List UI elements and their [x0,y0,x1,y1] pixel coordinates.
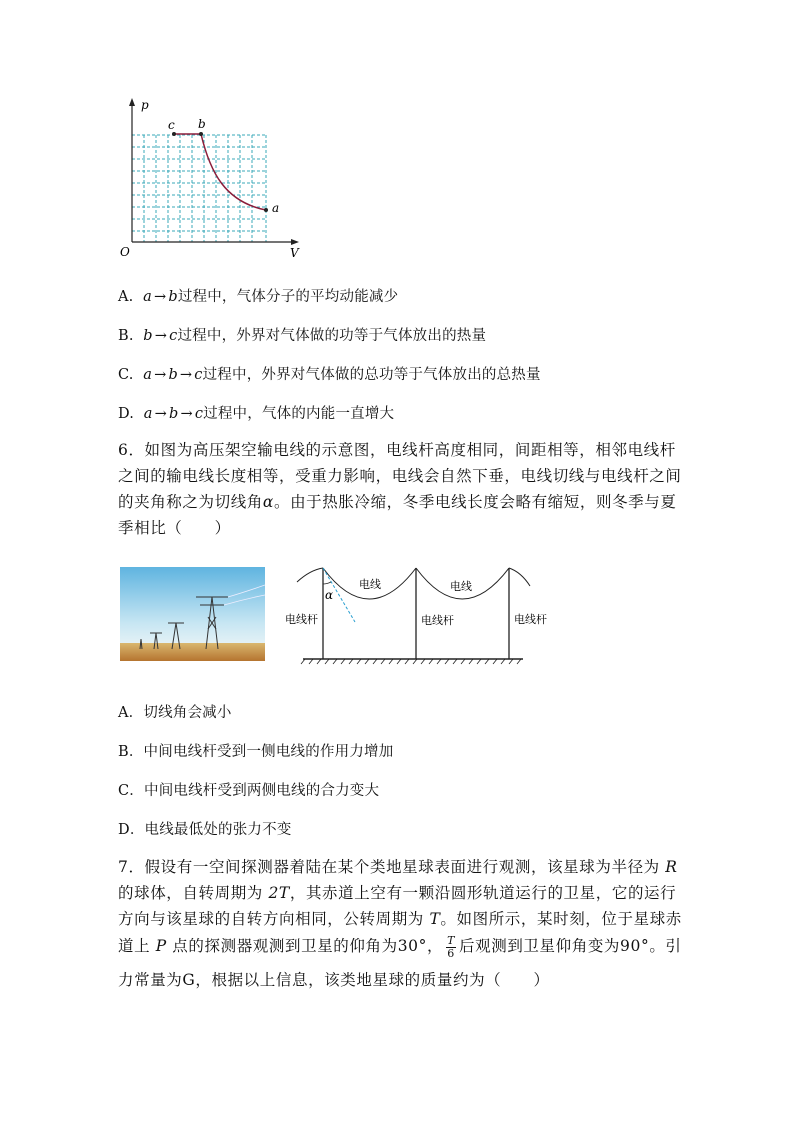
q7-text: 后观测到卫星仰角变为 [459,937,621,955]
q7-stem-line5: 力常量为G，根据以上信息，该类地星球的质量约为（ ） [118,971,550,989]
q6-option-a[interactable]: A．切线角会减小 [118,705,232,721]
pole-label-1: 电线杆 [285,613,318,626]
q7-text: 。引 [649,937,682,955]
q7-text: 点的探测器观测到卫星的仰角为 [172,937,398,955]
option-text: 过程中，气体分子的平均动能减少 [177,289,399,305]
angle-arc [323,582,331,584]
point-a-dot [264,208,268,212]
wire-label-2: 电线 [450,580,472,593]
q7-stem-line3 [118,907,682,929]
q6-stem-line4: 季相比（ ） [118,519,231,537]
q5-option-b[interactable] [118,324,486,345]
arrow-icon: → [180,406,193,422]
option-letter: D. [118,406,135,422]
y-axis-label: p [141,98,149,112]
arrow-icon: → [153,289,167,305]
option-text: 过程中，外界对气体做的总功等于气体放出的总热量 [202,367,541,383]
pole-label-2: 电线杆 [421,614,454,627]
angle-90: 90° [620,937,650,955]
q6-stem-line3 [118,490,677,512]
q7-text: 7．假设有一空间探测器着陆在某个类地星球表面进行观测，该星球为半径为 [118,858,660,876]
x-axis-arrow [291,239,299,245]
arrow-icon: → [154,328,168,344]
point-c-label: c [168,118,175,132]
power-tower-photo [120,567,265,661]
q5-option-d[interactable] [118,402,394,423]
angle-label: α [325,588,334,602]
path-start: b [143,328,153,344]
path-end: c [194,406,204,422]
q7-stem-line4: 道上 P 点的探测器观测到卫星的仰角为30°， $\frac{T}{6}$ 后观测到卫星仰角变为90°。引 [118,933,682,960]
q6-option-c[interactable]: C．中间电线杆受到两侧电线的合力变大 [118,783,380,799]
option-letter: A. [118,289,134,305]
option-letter: B. [118,328,134,344]
path-mid: b [168,406,179,422]
fraction-denominator: 6 [447,946,455,960]
option-letter: C. [118,367,134,383]
option-text: 过程中，气体的内能一直增大 [203,406,395,422]
y-axis-arrow [129,98,135,106]
isotherm-ab [201,134,266,210]
path-mid: b [168,367,178,383]
q6-text: 。由于热胀冷缩，冬季电线长度会略有缩短，则冬季与夏 [273,493,677,511]
x-axis-label: V [290,246,299,260]
q7-text: 道上 [118,937,151,955]
q7-text: 的球体，自转周期为 [118,884,263,902]
point-p-symbol: P [155,937,167,955]
q7-text: ，其赤道上空有一颗沿圆形轨道运行的卫星，它的运行 [289,884,677,902]
q5-option-c[interactable] [118,363,541,384]
q7-text: 。如图所示，某时刻，位于星球赤 [440,910,682,928]
point-a-label: a [272,201,280,215]
angle-30: 30° [397,937,427,955]
q6-option-d[interactable]: D．电线最低处的张力不变 [118,822,292,838]
path-end: c [194,367,203,383]
q6-option-b[interactable]: B．中间电线杆受到一侧电线的作用力增加 [118,744,394,760]
arrow-icon: → [179,367,193,383]
q7-text: 方向与该星球的自转方向相同，公转周期为 [118,910,424,928]
alpha-symbol: α [262,493,274,511]
q6-text: 的夹角称之为切线角 [118,493,263,511]
q6-stem-line2: 之间的输电线长度相等，受重力影响，电线会自然下垂，电线切线与电线杆之间 [118,467,682,485]
point-b-dot [199,132,203,136]
path-start: a [143,367,153,383]
fraction-numerator: T [447,933,456,947]
radius-symbol: R [665,858,678,876]
option-text: 过程中，外界对气体做的功等于气体放出的热量 [177,328,487,344]
path-start: a [143,406,153,422]
pole-label-3: 电线杆 [514,613,547,626]
pv-graph [110,92,310,262]
q6-stem-line1: 6．如图为高压架空输电线的示意图，电线杆高度相同，间距相等，相邻电线杆 [118,441,676,459]
origin-label: O [120,245,130,259]
path-end: b [168,289,178,305]
rotation-period: 2T [268,884,290,902]
q5-option-a[interactable] [118,285,398,306]
wire-right-stub [509,568,530,586]
orbit-period: T [429,910,441,928]
power-line-diagram [283,560,553,665]
arrow-icon: → [154,367,167,383]
point-c-dot [172,132,176,136]
q7-stem-line2 [118,881,676,903]
fraction-t-over-6 [446,935,456,960]
wire-left-stub [297,568,323,582]
path-start: a [143,289,152,305]
path-end: c [169,328,178,344]
pv-grid [132,135,266,242]
q7-stem-line1 [118,855,678,877]
wire-label-1: 电线 [359,578,381,591]
arrow-icon: → [154,406,167,422]
point-b-label: b [198,117,206,131]
